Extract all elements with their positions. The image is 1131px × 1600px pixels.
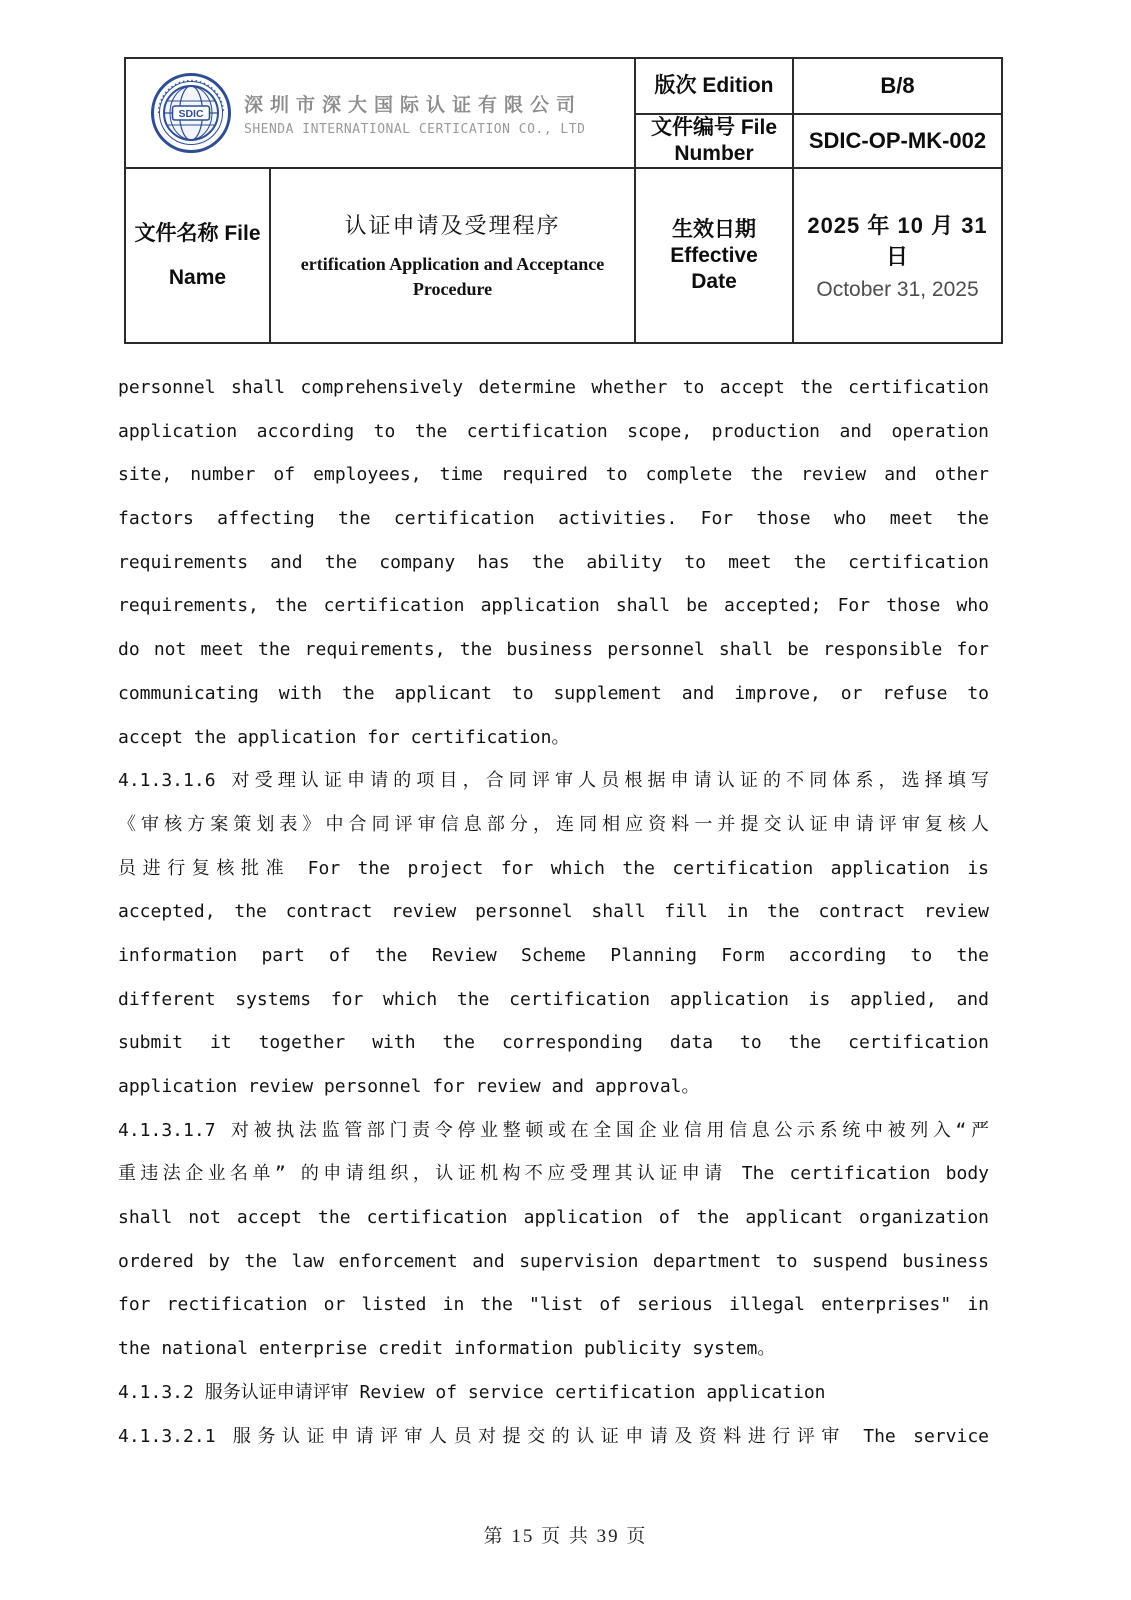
document-body [118, 366, 989, 1458]
edition-label: 版次 Edition [634, 59, 792, 113]
body-text-line: submit it together with the corresponding data to the certification [118, 1032, 989, 1054]
body-text-line: 4.1.3.2.1 服务认证申请评审人员对提交的认证申请及资料进行评审 The service [118, 1425, 989, 1447]
file-number-value: SDIC-OP-MK-002 [792, 113, 1001, 167]
document-title-cell [269, 167, 634, 342]
body-text-line: ordered by the law enforcement and supervision department to suspend business [118, 1250, 989, 1272]
effective-date-zh: 2025 年 10 月 31 日 [807, 213, 988, 269]
document-header-table [124, 57, 1003, 344]
document-title-en [301, 252, 604, 302]
label-line: 生效日期 [672, 217, 756, 241]
company-name-zh: 深圳市深大国际认证有限公司 [244, 94, 583, 116]
body-text-line: information part of the Review Scheme Planning Form according to the [118, 944, 989, 966]
label-line: ertification Application and Acceptance [300, 254, 605, 274]
label-line: Name [168, 265, 227, 289]
company-header [126, 59, 634, 167]
page-footer: 第 15 页 共 39 页 [483, 1526, 648, 1547]
logo-abbr-text: SDIC [178, 107, 204, 120]
body-text-line: application according to the certification scope, production and operation [118, 420, 989, 442]
effective-date-label [634, 167, 792, 342]
label-line: Procedure [412, 279, 493, 299]
label-line: 文件编号 File [650, 115, 777, 139]
body-text-line: accepted, the contract review personnel shall fill in the contract review [118, 901, 989, 923]
body-text-line: 员进行复核批准 For the project for which the certification application is [118, 857, 989, 879]
label-line: Effective [670, 243, 758, 267]
body-text-line: requirements, the certification application shall be accepted; For those who [118, 595, 989, 617]
company-logo [150, 72, 232, 154]
body-text-line: accept the application for certification。 [118, 726, 570, 748]
body-text-line: the national enterprise credit information publicity system。 [118, 1338, 776, 1360]
effective-date-en: October 31, 2025 [816, 278, 979, 301]
body-text-line: 4.1.3.2 服务认证申请评审 Review of service certification application [118, 1381, 826, 1403]
body-text-line: 4.1.3.1.7 对被执法监管部门责令停业整顿或在全国企业信用信息公示系统中被列入“严 [118, 1119, 989, 1141]
body-text-line: for rectification or listed in the "list of serious illegal enterprises" in [118, 1294, 989, 1316]
body-text-line: do not meet the requirements, the business personnel shall be responsible for [118, 639, 989, 661]
body-text-line: communicating with the applicant to supplement and improve, or refuse to [118, 682, 989, 704]
body-text-line: personnel shall comprehensively determine whether to accept the certification [118, 377, 989, 398]
label-line: Date [691, 269, 737, 293]
body-text-line: 4.1.3.1.6 对受理认证申请的项目，合同评审人员根据申请认证的不同体系，选择填写 [118, 770, 989, 792]
label-line: 文件名称 File [134, 221, 261, 245]
company-name-en: SHENDA INTERNATIONAL CERTICATION CO., LTD [244, 121, 586, 137]
effective-date-value [792, 167, 1001, 342]
file-name-label [126, 167, 269, 342]
body-text-line: different systems for which the certification application is applied, and [118, 988, 989, 1010]
body-text-line: application review personnel for review and approval。 [118, 1076, 700, 1097]
body-text-line: 重违法企业名单” 的申请组织，认证机构不应受理其认证申请 The certification body [118, 1163, 989, 1185]
document-title-zh: 认证申请及受理程序 [344, 213, 561, 238]
edition-value: B/8 [792, 59, 1001, 113]
body-text-line: site, number of employees, time required to complete the review and other [118, 464, 989, 486]
company-names [244, 90, 585, 137]
body-text-line: factors affecting the certification activities. For those who meet the [118, 508, 989, 530]
label-line: Number [674, 142, 754, 165]
body-text-line: 《审核方案策划表》中合同评审信息部分，连同相应资料一并提交认证申请评审复核人 [118, 813, 989, 835]
body-text-line: requirements and the company has the ability to meet the certification [118, 551, 989, 573]
file-number-label [634, 113, 792, 167]
body-text-line: shall not accept the certification application of the applicant organization [118, 1207, 989, 1229]
